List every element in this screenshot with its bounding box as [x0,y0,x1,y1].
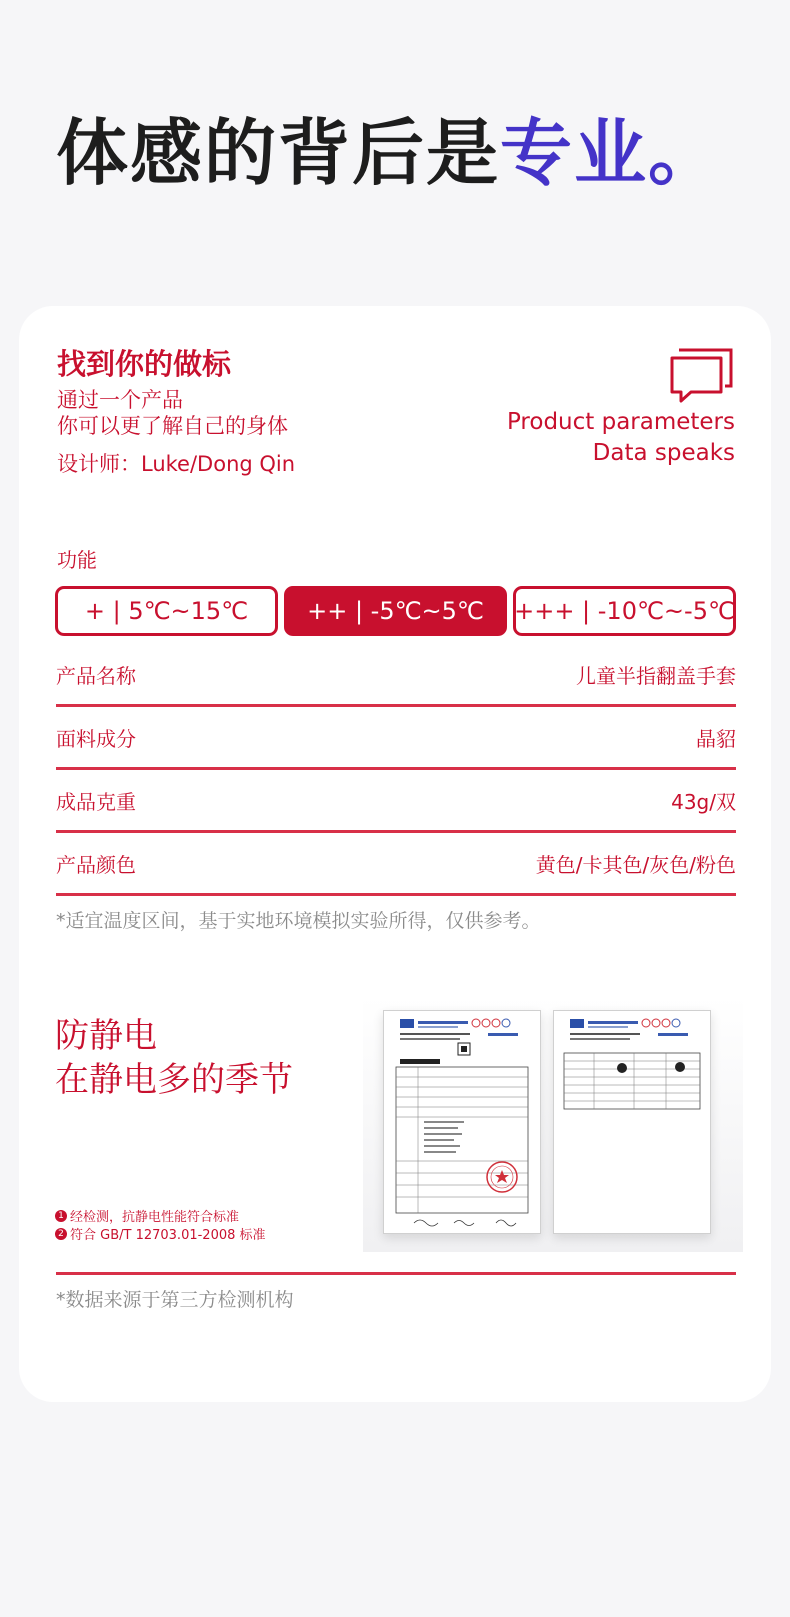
spec-value: 儿童半指翻盖手套 [576,664,736,688]
card-subtitle-line-1: 通过一个产品 [57,388,183,412]
spec-key: 面料成分 [56,727,136,751]
product-card [19,306,771,1402]
test-report-page-1-image [383,1010,541,1234]
section-divider [56,1272,736,1275]
spec-key: 成品克重 [56,790,136,814]
spec-value: 43g/双 [671,790,736,814]
bullet-text: 符合 GB/T 12703.01-2008 标准 [70,1228,266,1243]
antistatic-bullet-2 [55,1224,266,1243]
spec-row-product-name [56,644,736,707]
spec-key: 产品颜色 [56,853,136,877]
test-report-page-1-drawing [384,1011,540,1233]
spec-row-fabric [56,707,736,770]
test-report-page-2-drawing [554,1011,710,1233]
card-title: 找到你的做标 [57,347,232,381]
hero-title-accent: 专业。 [500,111,723,195]
antistatic-title-line-1: 防静电 [55,1016,157,1056]
hero-title [56,108,722,198]
designer-credit: 设计师：Luke/Dong Qin [57,452,296,476]
spec-value: 黄色/卡其色/灰色/粉色 [535,853,736,877]
spec-value: 晶貂 [696,727,736,751]
antistatic-bullet-1 [55,1206,239,1225]
test-report-page-2-image [553,1010,711,1234]
temperature-note: *适宜温度区间，基于实地环境模拟实验所得，仅供参考。 [56,910,541,932]
chat-bubble-icon [669,346,735,404]
temp-option-plus-3[interactable]: +++ | -10℃~-5℃ [513,586,736,636]
data-source-note: *数据来源于第三方检测机构 [56,1289,294,1311]
data-speaks-label: Data speaks [592,440,735,466]
function-label: 功能 [57,548,97,572]
bullet-number-badge: 2 [55,1228,67,1240]
spec-row-color [56,833,736,896]
antistatic-title-line-2: 在静电多的季节 [55,1060,293,1100]
temp-option-plus-2-selected[interactable]: ++ | -5℃~5℃ [284,586,507,636]
spec-key: 产品名称 [56,664,136,688]
bullet-text: 经检测，抗静电性能符合标准 [70,1210,240,1225]
bullet-number-badge: 1 [55,1210,67,1222]
spec-row-weight [56,770,736,833]
product-parameters-label: Product parameters [506,409,735,435]
hero-title-prefix: 体感的背后是 [56,111,501,195]
temp-option-plus-1[interactable]: + | 5℃~15℃ [55,586,278,636]
card-subtitle-line-2: 你可以更了解自己的身体 [57,414,288,438]
